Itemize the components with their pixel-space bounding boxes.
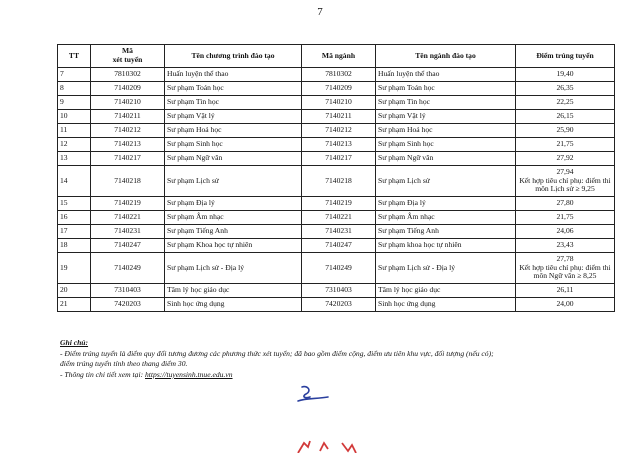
header-code-line2: xét tuyển [112, 55, 143, 64]
table-row [58, 166, 615, 197]
cell-major-name: Sư phạm Ngữ văn [376, 152, 516, 166]
cell-major-code: 7140213 [302, 138, 376, 152]
cell-admission-code: 7140249 [91, 253, 165, 284]
cell-major-code: 7140219 [302, 197, 376, 211]
cell-tt: 16 [58, 211, 91, 225]
cell-program-name: Sư phạm Lịch sử [165, 166, 302, 197]
cell-score [516, 96, 615, 110]
table-row [58, 239, 615, 253]
cell-admission-code: 7420203 [91, 298, 165, 312]
header-program: Tên chương trình đào tạo [165, 45, 302, 68]
score-value: 21,75 [556, 139, 574, 149]
cell-major-code: 7140209 [302, 82, 376, 96]
cell-program-name: Sư phạm Ngữ văn [165, 152, 302, 166]
cell-score [516, 239, 615, 253]
score-value: 27,80 [556, 198, 574, 208]
cell-score [516, 253, 615, 284]
cell-score [516, 82, 615, 96]
cell-major-code: 7140212 [302, 124, 376, 138]
table-row [58, 96, 615, 110]
cell-admission-code: 7810302 [91, 68, 165, 82]
table-body [58, 68, 615, 312]
cell-score [516, 197, 615, 211]
cell-major-code: 7140249 [302, 253, 376, 284]
cell-tt: 12 [58, 138, 91, 152]
score-value: 25,90 [556, 125, 574, 135]
table-row [58, 298, 615, 312]
cell-program-name: Sư phạm Âm nhạc [165, 211, 302, 225]
cell-major-code: 7140221 [302, 211, 376, 225]
cell-score [516, 166, 615, 197]
header-tt: TT [58, 45, 91, 68]
table-row [58, 211, 615, 225]
cell-major-name: Tâm lý học giáo dục [376, 284, 516, 298]
cell-score [516, 124, 615, 138]
cell-tt: 18 [58, 239, 91, 253]
cell-program-name: Sư phạm Hoá học [165, 124, 302, 138]
cell-score [516, 138, 615, 152]
cell-program-name: Sư phạm Tin học [165, 96, 302, 110]
cell-admission-code: 7140213 [91, 138, 165, 152]
cell-major-name: Huấn luyện thể thao [376, 68, 516, 82]
score-value: 19,40 [556, 69, 574, 79]
cell-score [516, 284, 615, 298]
table-row [58, 110, 615, 124]
signature-stroke [302, 387, 310, 398]
admission-score-table [57, 44, 615, 312]
table-row [58, 82, 615, 96]
stamp-edge [296, 437, 366, 453]
table-row [58, 124, 615, 138]
cell-major-name: Sư phạm Hoá học [376, 124, 516, 138]
cell-score [516, 211, 615, 225]
cell-tt: 10 [58, 110, 91, 124]
score-value: 26,15 [556, 111, 574, 121]
cell-major-name: Sư phạm khoa học tự nhiên [376, 239, 516, 253]
cell-program-name: Sư phạm Khoa học tự nhiên [165, 239, 302, 253]
table-row [58, 253, 615, 284]
cell-tt: 7 [58, 68, 91, 82]
cell-tt: 9 [58, 96, 91, 110]
cell-tt: 11 [58, 124, 91, 138]
cell-major-code: 7140231 [302, 225, 376, 239]
cell-major-name: Sư phạm Lịch sử - Địa lý [376, 253, 516, 284]
table-row [58, 197, 615, 211]
stamp-fragment-1 [298, 441, 310, 453]
score-note-line-1: Kết hợp tiêu chí phụ: điểm thi [519, 262, 611, 272]
cell-admission-code: 7140247 [91, 239, 165, 253]
cell-program-name: Sư phạm Sinh học [165, 138, 302, 152]
notes-line-3 [60, 370, 620, 381]
cell-tt: 19 [58, 253, 91, 284]
notes-line-2: điểm trúng tuyển tính theo thang điểm 30. [60, 359, 188, 369]
cell-admission-code: 7140221 [91, 211, 165, 225]
cell-admission-code: 7140212 [91, 124, 165, 138]
table-row [58, 138, 615, 152]
score-value: 27,94 [556, 166, 574, 176]
score-value: 26,35 [556, 83, 574, 93]
score-value: 27,92 [556, 153, 574, 163]
cell-admission-code: 7140210 [91, 96, 165, 110]
cell-score [516, 68, 615, 82]
cell-major-name: Sư phạm Tiếng Anh [376, 225, 516, 239]
cell-major-code: 7420203 [302, 298, 376, 312]
cell-tt: 17 [58, 225, 91, 239]
stamp-fragment-2 [320, 443, 328, 451]
cell-major-name: Sư phạm Âm nhạc [376, 211, 516, 225]
score-note-line-2: môn Lịch sử ≥ 9,25 [535, 184, 595, 194]
table-row [58, 152, 615, 166]
signature-mark [296, 383, 330, 405]
cell-major-code: 7310403 [302, 284, 376, 298]
score-value: 27,78 [556, 253, 574, 263]
cell-major-name: Sư phạm Toán học [376, 82, 516, 96]
cell-score [516, 110, 615, 124]
cell-admission-code: 7140219 [91, 197, 165, 211]
cell-program-name: Sinh học ứng dụng [165, 298, 302, 312]
cell-major-name: Sinh học ứng dụng [376, 298, 516, 312]
cell-major-name: Sư phạm Sinh học [376, 138, 516, 152]
header-code-line1: Mã [122, 46, 133, 56]
cell-tt: 14 [58, 166, 91, 197]
cell-tt: 8 [58, 82, 91, 96]
table-header-row [58, 45, 615, 68]
signature-underline [298, 397, 328, 401]
score-note-line-1: Kết hợp tiêu chí phụ: điểm thi [519, 175, 611, 185]
notes-title: Ghi chú: [60, 338, 89, 347]
cell-tt: 21 [58, 298, 91, 312]
cell-score [516, 152, 615, 166]
table-row [58, 68, 615, 82]
admission-info-link[interactable]: https://tuyensinh.tnue.edu.vn [145, 369, 233, 379]
cell-program-name: Sư phạm Vật lý [165, 110, 302, 124]
cell-major-code: 7140218 [302, 166, 376, 197]
cell-program-name: Huấn luyện thể thao [165, 68, 302, 82]
cell-score [516, 225, 615, 239]
cell-program-name: Sư phạm Toán học [165, 82, 302, 96]
score-value: 23,43 [556, 240, 574, 250]
score-value: 24,06 [556, 226, 574, 236]
notes-section [60, 338, 620, 381]
cell-program-name: Sư phạm Tiếng Anh [165, 225, 302, 239]
cell-program-name: Sư phạm Địa lý [165, 197, 302, 211]
cell-score [516, 298, 615, 312]
score-value: 22,25 [556, 97, 574, 107]
cell-major-code: 7140210 [302, 96, 376, 110]
table-row [58, 225, 615, 239]
cell-admission-code: 7140211 [91, 110, 165, 124]
cell-tt: 13 [58, 152, 91, 166]
cell-tt: 15 [58, 197, 91, 211]
cell-tt: 20 [58, 284, 91, 298]
header-major: Tên ngành đào tạo [376, 45, 516, 68]
cell-major-name: Sư phạm Lịch sử [376, 166, 516, 197]
cell-major-name: Sư phạm Vật lý [376, 110, 516, 124]
cell-major-name: Sư phạm Địa lý [376, 197, 516, 211]
cell-admission-code: 7140218 [91, 166, 165, 197]
cell-major-code: 7140211 [302, 110, 376, 124]
page-number: 7 [317, 6, 323, 18]
score-note-line-2: môn Ngữ văn ≥ 8,25 [533, 271, 597, 281]
header-score: Điểm trúng tuyển [516, 45, 615, 68]
cell-admission-code: 7140209 [91, 82, 165, 96]
table-row [58, 284, 615, 298]
score-value: 21,75 [556, 212, 574, 222]
cell-admission-code: 7140217 [91, 152, 165, 166]
cell-admission-code: 7140231 [91, 225, 165, 239]
cell-major-code: 7140247 [302, 239, 376, 253]
cell-admission-code: 7310403 [91, 284, 165, 298]
cell-major-name: Sư phạm Tin học [376, 96, 516, 110]
stamp-fragment-3 [342, 443, 356, 453]
notes-line-3-prefix: - Thông tin chi tiết xem tại: [60, 369, 145, 379]
score-value: 26,11 [556, 285, 574, 295]
header-major-code: Mã ngành [302, 45, 376, 68]
cell-major-code: 7140217 [302, 152, 376, 166]
header-code [91, 45, 165, 68]
notes-line-1: - Điểm trúng tuyển là điểm quy đổi tương đương các phương thức xét tuyển; đã bao gồm điểm cộng, điểm ưu tiên khu vực, đối tượng (nếu có); [60, 348, 494, 358]
cell-program-name: Tâm lý học giáo dục [165, 284, 302, 298]
cell-program-name: Sư phạm Lịch sử - Địa lý [165, 253, 302, 284]
cell-major-code: 7810302 [302, 68, 376, 82]
score-value: 24,00 [556, 299, 574, 309]
